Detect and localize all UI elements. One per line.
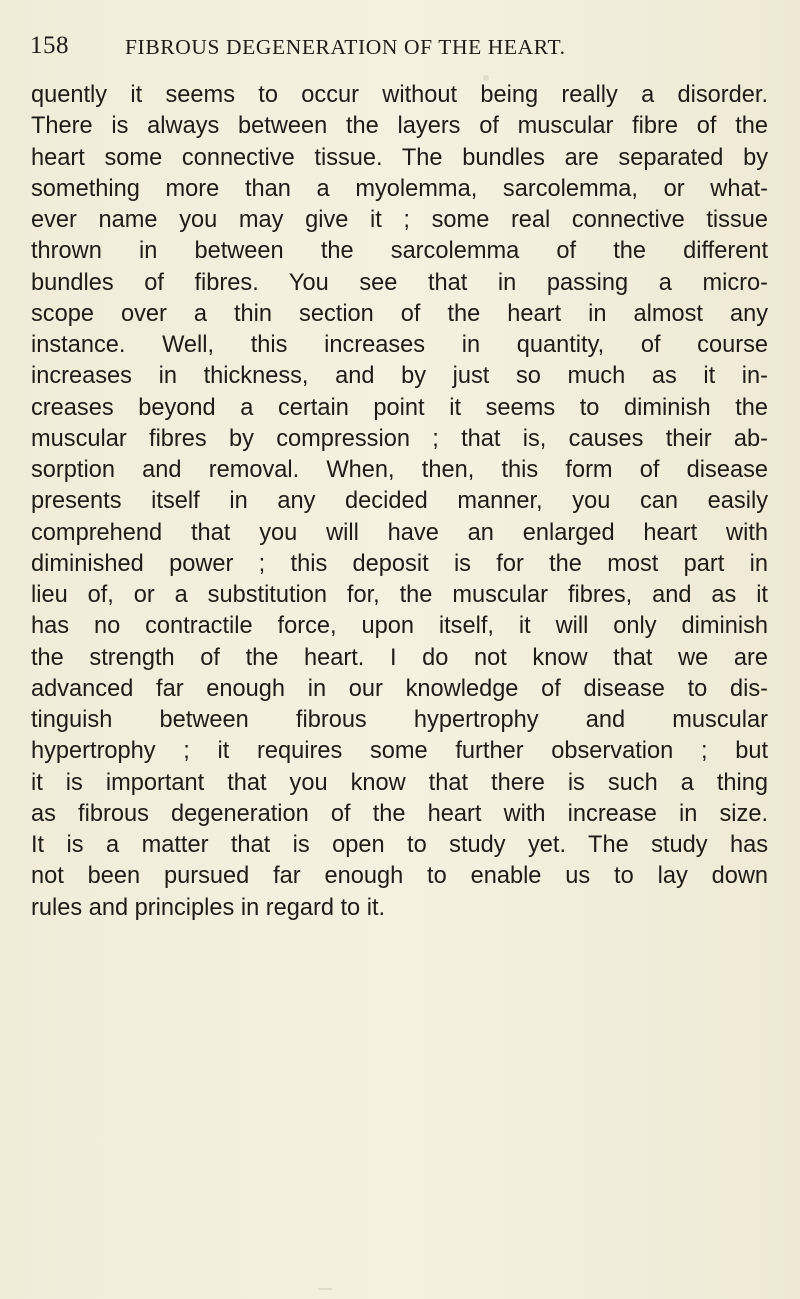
text-line: tinguish between fibrous hypertrophy and muscular bbox=[31, 707, 768, 733]
text-line: There is always between the layers of muscular fibre of the bbox=[31, 113, 768, 140]
text-line: not been pursued far enough to enable us to lay down bbox=[31, 863, 768, 890]
text-line: ever name you may give it ; some real connective tissue bbox=[31, 207, 768, 233]
text-line: sorption and removal. When, then, this form of disease bbox=[31, 457, 768, 483]
body-text bbox=[31, 80, 768, 924]
text-line: has no contractile force, upon itself, it will only diminish bbox=[31, 613, 768, 640]
text-line: rules and principles in regard to it. bbox=[31, 894, 386, 921]
page-number: 158 bbox=[30, 32, 69, 59]
text-line: advanced far enough in our knowledge of disease to dis- bbox=[31, 675, 768, 702]
text-line: scope over a thin section of the heart in almost any bbox=[31, 300, 768, 327]
text-line: quently it seems to occur without being really a disorder. bbox=[31, 82, 768, 108]
text-line: It is a matter that is open to study yet. The study has bbox=[31, 832, 768, 858]
running-title: FIBROUS DEGENERATION OF THE HEART. bbox=[125, 35, 566, 59]
text-line: thrown in between the sarcolemma of the different bbox=[31, 238, 768, 265]
text-line: as fibrous degeneration of the heart with increase in size. bbox=[31, 800, 768, 827]
text-line: heart some connective tissue. The bundles are separated by bbox=[31, 144, 768, 171]
text-line: lieu of, or a substitution for, the muscular fibres, and as it bbox=[31, 582, 768, 608]
text-line: creases beyond a certain point it seems to diminish the bbox=[31, 394, 768, 421]
text-line: presents itself in any decided manner, you can easily bbox=[31, 488, 768, 515]
text-line: diminished power ; this deposit is for the most part in bbox=[31, 550, 768, 577]
text-line: muscular fibres by compression ; that is, causes their ab- bbox=[31, 425, 768, 452]
text-line: the strength of the heart. I do not know that we are bbox=[31, 644, 768, 671]
paper-blemish bbox=[318, 1288, 332, 1290]
paper-blemish bbox=[483, 75, 489, 81]
text-line: it is important that you know that there is such a thing bbox=[31, 769, 768, 796]
text-line: something more than a myolemma, sarcolemma, or what- bbox=[31, 175, 768, 202]
text-line: bundles of fibres. You see that in passing a micro- bbox=[31, 269, 768, 296]
text-line: hypertrophy ; it requires some further observation ; but bbox=[31, 738, 768, 765]
text-line: comprehend that you will have an enlarged heart with bbox=[31, 519, 768, 546]
text-line: increases in thickness, and by just so much as it in- bbox=[31, 363, 768, 390]
running-head bbox=[30, 31, 770, 65]
text-line: instance. Well, this increases in quantity, of course bbox=[31, 332, 768, 358]
